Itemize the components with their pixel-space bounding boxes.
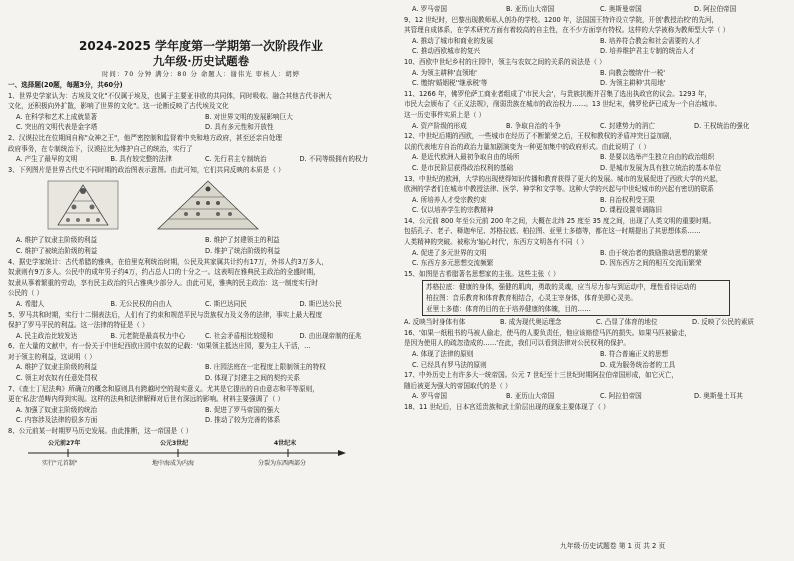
question-12-options	[404, 152, 788, 163]
question-11-line-1: 11、1266 年，佛罗伦萨工商业者组成了'市民大会'，与贵族抗衡并召集了选出执政官的议会。1293 年，	[404, 89, 711, 98]
question-7-options	[8, 415, 394, 426]
question-1-options	[8, 122, 394, 133]
question-14-line-1: 14、公元前 800 年至公元前 200 年之间，大概在北纬 25 度至 35 度之间，出现了人类文明的重要时期。	[404, 216, 716, 225]
question-6-options	[8, 362, 394, 373]
option[interactable]: D. 反映了公民的素质	[692, 318, 755, 327]
question-11-line-2: 市民大会颁布了《正义法规》，削弱贵族在城市的政治权力……。13 世纪末，佛罗伦萨已成为一个自治城市。	[404, 100, 722, 109]
quote-line: 柏拉图：音乐教育和体育教育相结合，心灵主宰身体，体育美即心灵美。	[426, 294, 637, 303]
page-footer: 九年级·历史试题卷 第 1 页 共 2 页	[560, 542, 666, 550]
question-1-options	[8, 112, 394, 123]
option[interactable]: A. 推动了城市和商业的发展	[412, 36, 494, 45]
option[interactable]: D. 斯巴达公民	[299, 299, 342, 308]
question-3-options	[8, 235, 394, 246]
option[interactable]: A. 希腊人	[16, 299, 45, 308]
question-9-line-1: 9、12 世纪时，巴黎出现教师私人创办的学校。1200 年，法国国王特许设立学院，开创'教授治校'的先河，	[404, 15, 719, 24]
option[interactable]: B. 符合普遍正义的思想	[600, 350, 669, 358]
question-7-line-1: 7、《查士丁尼法典》所确立的概念和原则具有跨越时空的现实意义。尤其是它提出的自由意志和平等原则，	[8, 384, 319, 393]
option[interactable]: D. 维护了统治阶级的利益	[205, 246, 281, 255]
option[interactable]: A. 在科学和艺术上成就显著	[16, 112, 98, 121]
question-4-line-3: 奴隶从事着繁重的劳动，享有民主政治的只占雅典少部分人。由此可见，雅典的民主政治：这一制度实行时	[8, 278, 318, 287]
option[interactable]: D. 阿拉伯帝国	[694, 5, 737, 13]
question-6-options	[8, 373, 394, 384]
left-column	[8, 4, 394, 473]
option[interactable]: A. 体现了法律的原则	[412, 350, 474, 358]
question-4-line-2: 奴隶则有9万多人。公民中的成年男子约4万，约占总人口的十分之一。这表明在雅典民主政治的全盛时期，	[8, 268, 320, 277]
option[interactable]: A. 维护了奴隶主阶级的利益	[16, 236, 98, 245]
question-2-line-2: 政府事务，在专制统治下，汉谟拉比为维护自己的统治，实行了	[8, 144, 193, 153]
option[interactable]: D. 培养维护君主专制的统治人才	[600, 47, 695, 56]
option[interactable]: C. 先行君主专制统治	[205, 155, 267, 164]
timeline-label: 公元3世纪	[160, 439, 189, 447]
question-10: 10、西欧中世纪乡村的庄园中，领主与农奴之间的关系的说法是（ ）	[404, 57, 606, 66]
exam-subtitle: 九年级·历史试题卷	[152, 54, 250, 68]
option[interactable]: B. 亚历山大帝国	[506, 5, 555, 13]
feudal-hierarchy-diagram	[48, 181, 118, 229]
question-3: 3、下列图片是世界古代史不同时期的政治图表示意图。由此可知，它们共同反映的本质是（ ）	[8, 165, 285, 174]
option[interactable]: C. 维护了被统治阶级的利益	[16, 246, 98, 255]
option[interactable]: B. 争取自治的斗争	[506, 121, 561, 130]
question-17-options	[404, 391, 788, 402]
option[interactable]: D. 课程设置单调陈旧	[600, 206, 663, 215]
option[interactable]: B. 维护了封建领主的利益	[205, 236, 280, 245]
option[interactable]: B. 具有较完整的法律	[110, 155, 172, 164]
timeline-event: 实行"元首制"	[42, 459, 78, 467]
option[interactable]: D. 由出现帝制的征兆	[299, 331, 362, 340]
question-2-line-1: 2、汉谟拉比在位期间自称"众神之王"，他严密控制和监督着中央和地方政府，甚至还亲自处理	[8, 133, 283, 142]
question-10-options	[404, 78, 788, 89]
option[interactable]: B. 庄园法庭在一定程度上限制领主的特权	[205, 363, 326, 372]
timeline-label: 公元前27年	[48, 439, 81, 447]
option[interactable]: B. 向教会缴纳'什一税'	[600, 68, 666, 77]
exam-meta: 时间：70 分钟 满分：80 分 命题人：谢伟光 审核人：胡婷	[101, 70, 300, 78]
option[interactable]: A. 资产阶级的形成	[412, 121, 467, 130]
question-16-line-1: 16、'如果一纸租书的马被人偷走，使马的人要负责任，他应该赔偿马匹的损失。如果马匹被偷走，	[404, 328, 692, 337]
question-1-line-1: 1、世界史学家认为：古埃及文化"不仅属于埃及，也属于主要亚非欧的共同体，同时吸收、融合其他古代非洲大	[8, 91, 332, 100]
option[interactable]: B. 成为现代奥运理念	[500, 318, 562, 327]
option[interactable]: D. 具有多元性和开放性	[205, 123, 274, 132]
question-16-line-2: 是因为使用人的疏忽造成的……'在此，我们可以看到法律对公民权利的保护。	[404, 339, 630, 348]
option[interactable]: A. 民主政治比较发达	[16, 331, 78, 340]
question-5-line-2: 保护了罗马平民的利益。这一法律的特征是（ ）	[8, 321, 149, 330]
question-17-line-2: 随后被更为强大的帝国取代的是（ ）	[404, 381, 512, 390]
option[interactable]: D. 成为服务统治者的工具	[600, 360, 676, 369]
caste-pyramid-diagram	[158, 181, 258, 229]
question-12-options	[404, 163, 788, 174]
question-9-line-2: 其管理自成体系，在学术研究方面有着较高的自主性，在不少方面享有特权。这样的大学被称为教师型大学（ ）	[404, 26, 730, 35]
right-column	[404, 4, 788, 413]
timeline-label: 4世纪末	[274, 439, 297, 447]
question-14-line-2: 包括孔子、老子、释迦牟尼、苏格拉底、柏拉图、亚里士多德等，都在这一时期提出了其思想体系……	[404, 227, 701, 236]
option[interactable]: B. 由于统治者的鼓励推动思想的繁荣	[600, 248, 708, 257]
question-8-options	[404, 4, 788, 15]
option[interactable]: C. 内容涉及法律的很多方面	[16, 416, 98, 425]
option[interactable]: C. 领主对农奴有任意处罚权	[16, 374, 98, 383]
option[interactable]: A. 产生了最早的文明	[16, 155, 78, 164]
option[interactable]: C. 斯巴达同民	[205, 299, 247, 308]
question-7-line-2: 更在'私法'范畴内得到实现。这样的法典和法律解释对后世有深远的影响。材料主要强调了（ ）	[8, 395, 285, 404]
option[interactable]: A. 反映当时身体有体	[404, 318, 466, 327]
question-4-options	[8, 299, 394, 310]
option[interactable]: B. 自治权利受王限	[600, 195, 655, 204]
option[interactable]: C. 缴纳'婚姻税''继承税'等	[412, 79, 488, 88]
question-12-line-1: 12、中世纪后期的西欧，一些城市在经历了不断繁荣之后，王权和教权的矛盾冲突日益加剧，	[404, 132, 677, 141]
option[interactable]: C. 阿拉伯帝国	[600, 392, 642, 401]
option[interactable]: D. 奥斯曼土耳其	[694, 392, 743, 401]
question-5-line-1: 5、罗马共和时期，实行十二铜表法后，人们有了约束和规范平民与贵族权力及义务的法律，事实上最大程度	[8, 310, 323, 319]
question-9-options	[404, 46, 788, 57]
question-11-line-3: 这一历史事件实质上是（ ）	[404, 110, 486, 119]
quote-line: 苏格拉底：健康的身体，强健的肌肉，勇敢的灵魂，应当尽力参与到运动中，理性看待运动的	[426, 283, 697, 292]
question-4-line-1: 4、据史学家统计：古代希腊的雅典，在伯里克利统治时期，公民及其家属共计约有17万，外邦人约3万多人，	[8, 257, 329, 266]
question-15: 15、如图是古希腊著名思想家的主张。这些主张（ ）	[404, 269, 560, 278]
option[interactable]: D. 是城市发展为具有独立统治的基本单位	[600, 163, 722, 172]
question-11-options	[404, 121, 788, 132]
question-15-quote-box	[422, 280, 730, 316]
option[interactable]: B. 元老院是最高权力中心	[110, 331, 186, 340]
option[interactable]: B. 亚历山大帝国	[506, 392, 555, 401]
option[interactable]: A. 是近代欧洲人最初争取自由的场所	[412, 153, 520, 162]
question-12-line-2: 以前代表地方自治的政治力量加剧演变为一种更加集中的政府形式。由此说明了（ ）	[404, 142, 651, 151]
question-6-line-2: 对于领主的利益，这说明（ ）	[8, 352, 96, 361]
option[interactable]: D. 不同等级拥有的权力	[299, 155, 369, 164]
option[interactable]: D. 体现了封建主之间的契约关系	[205, 374, 300, 383]
option[interactable]: C. 奥斯曼帝国	[600, 5, 642, 13]
question-1-line-2: 文化，还积极向外扩散，影响了世界的文化"。这一论断反映了古代埃及文化	[8, 102, 229, 111]
question-13-options	[404, 205, 788, 216]
option[interactable]: C. 凸显了体育的地位	[596, 318, 658, 327]
option[interactable]: C. 已经具有罗马法的原则	[412, 360, 487, 369]
exam-title: 2024-2025 学年度第一学期第一次阶段作业	[79, 39, 323, 53]
option[interactable]: A. 所培养人才受宗教约束	[412, 195, 487, 204]
option[interactable]: C. 社会矛盾相比较缓和	[205, 331, 274, 340]
question-6-line-1: 6、在大量的文献中，有一份关于中世纪西欧庄园中农奴的记载：'如果领主抵达庄园，要为主人干活，...	[8, 342, 311, 351]
option[interactable]: A. 罗马帝国	[412, 5, 447, 13]
option[interactable]: B. 无公民权的自由人	[110, 299, 172, 308]
option[interactable]: D. 推动了较为完善的体系	[205, 416, 281, 425]
option[interactable]: A. 罗马帝国	[412, 392, 447, 401]
option[interactable]: D. 为领主耕种'共用地'	[600, 79, 666, 88]
option[interactable]: C. 东西方多元思想交流频繁	[412, 259, 494, 268]
question-5-options	[8, 331, 394, 342]
option[interactable]: B. 促进了罗马帝国的强大	[205, 405, 280, 414]
option[interactable]: C. 突出的文明代表是金字塔	[16, 123, 98, 132]
option[interactable]: C. 是市民阶层获得政治权利的基础	[412, 163, 514, 172]
option[interactable]: D. 因东西方之间的相互交流而繁荣	[600, 259, 702, 268]
option[interactable]: A. 加强了奴隶主阶级的统治	[16, 405, 98, 414]
option[interactable]: C. 仅以培养学生的宗教精神	[412, 206, 494, 215]
question-14-options	[404, 248, 788, 259]
rome-timeline	[8, 439, 394, 473]
hierarchy-diagrams	[8, 177, 394, 233]
option[interactable]: B. 是要以选举产生独立自由的政治组织	[600, 153, 715, 162]
question-8: 8、公元前某一时期罗马历史发展。由此推断，这一帝国是（ ）	[8, 427, 193, 436]
question-3-figures	[8, 177, 394, 233]
question-2-options	[8, 154, 394, 165]
option[interactable]: B. 对世界文明的发展影响巨大	[205, 112, 293, 121]
question-13-line-2: 欧洲的学者们在城市中教授法律、医学、神学和文学等。这种大学的兴起与中世纪城市的兴起有密切的联系	[404, 185, 714, 194]
option[interactable]: B. 培养符合教会和社会需要的人才	[600, 36, 702, 45]
option[interactable]: C. 封建势力的消亡	[600, 121, 655, 130]
quote-line: 亚里士多德：体育的目的在于培养健康的体魄，目的……	[426, 304, 591, 313]
question-13-options	[404, 195, 788, 206]
question-16-options	[404, 349, 788, 360]
question-17-line-1: 17、中外历史上有许多大一统帝国。公元 7 世纪至十三世纪时期阿拉伯帝国形成，如它灭亡，	[404, 371, 678, 380]
question-18: 18、11 世纪后，日本宫廷贵族和武士阶层出现的现象主要体现了（ ）	[404, 402, 610, 411]
option[interactable]: A. 维护了奴隶主阶级的利益	[16, 363, 98, 372]
timeline-event: 分裂为东西两部分	[258, 459, 307, 467]
question-15-options	[404, 317, 788, 328]
question-14-line-3: 人类精神的突破。被称为'轴心时代'，东西方文明各有不同（ ）	[404, 238, 588, 247]
question-16-options	[404, 360, 788, 371]
timeline-event: 地中海成为内海	[152, 459, 195, 467]
question-13-line-1: 13、中世纪的欧洲，大学的出现使得知识传播和教育获得了更大的发展。城市的发展促进了西欧大学的兴起，	[404, 174, 723, 183]
question-3-options	[8, 246, 394, 257]
question-14-options	[404, 258, 788, 269]
option[interactable]: C. 推动西欧城市的复兴	[412, 47, 481, 56]
question-10-options	[404, 68, 788, 79]
question-7-options	[8, 405, 394, 416]
question-9-options	[404, 36, 788, 47]
section-heading: 一、选择题(20题，每题3分，共60分)	[8, 81, 123, 89]
option[interactable]: A. 为领主耕种'直领地'	[412, 68, 477, 77]
question-4-line-4: 公民的（ ）	[8, 289, 44, 298]
option[interactable]: D. 王权统治的强化	[694, 121, 750, 130]
option[interactable]: A. 促进了多元世界的文明	[412, 248, 487, 257]
